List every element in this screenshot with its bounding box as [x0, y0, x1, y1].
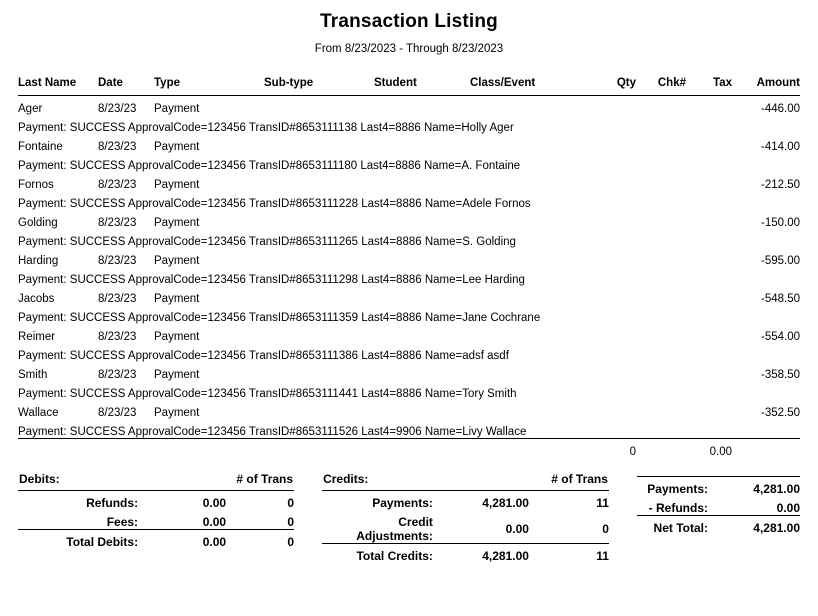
column-header-qty: Qty: [616, 77, 636, 89]
column-header-sub-type: Sub-type: [264, 77, 314, 89]
table-row-detail: [18, 229, 800, 248]
cell-sub-type: [264, 96, 374, 116]
column-header-class-event: Class/Event: [470, 77, 536, 89]
credits-row-adjustments: [322, 510, 609, 544]
debits-row-fees: [18, 510, 294, 530]
debits-summary: [18, 471, 308, 549]
cell-last-name: Wallace: [18, 407, 59, 419]
cell-sub-type: [264, 324, 374, 343]
cell-last-name: Smith: [18, 369, 48, 381]
cell-type: Payment: [154, 369, 200, 381]
credits-amount-payments: 4,281.00: [482, 496, 529, 510]
cell-sub-type: [264, 248, 374, 267]
table-row-detail: [18, 305, 800, 324]
cell-tax: [686, 134, 732, 153]
table-row: [18, 286, 800, 305]
totals-chk: [636, 439, 686, 459]
credits-count-adjustments: 0: [602, 522, 609, 536]
column-header-amount: Amount: [756, 77, 800, 89]
cell-type: Payment: [154, 255, 200, 267]
cell-date: 8/23/23: [98, 179, 137, 191]
net-row-payments: [637, 477, 800, 497]
net-label-payments: Payments:: [647, 482, 708, 496]
table-row-detail: [18, 419, 800, 439]
cell-date: 8/23/23: [98, 103, 137, 115]
cell-student: [374, 362, 470, 381]
cell-student: [374, 96, 470, 116]
cell-class-event: [470, 96, 580, 116]
cell-qty: [580, 400, 636, 419]
cell-tax: [686, 324, 732, 343]
cell-sub-type: [264, 172, 374, 191]
column-header-date: Date: [98, 77, 123, 89]
table-row: [18, 362, 800, 381]
transaction-table-body: [18, 96, 800, 459]
cell-chk: [636, 286, 686, 305]
table-row-detail: [18, 343, 800, 362]
table-row-detail: [18, 153, 800, 172]
credits-label-adjustments: Credit Adjustments:: [356, 515, 433, 543]
cell-amount: -595.00: [760, 255, 800, 267]
cell-tax: [686, 362, 732, 381]
cell-date: 8/23/23: [98, 141, 137, 153]
table-row: [18, 400, 800, 419]
cell-type: Payment: [154, 217, 200, 229]
table-totals-row: [18, 439, 800, 459]
debits-header-spacer: [138, 471, 226, 491]
cell-qty: [580, 96, 636, 116]
cell-tax: [686, 400, 732, 419]
cell-last-name: Fontaine: [18, 141, 63, 153]
cell-tax: [686, 96, 732, 116]
credits-count-header: # of Trans: [529, 471, 609, 491]
report-date-range: From 8/23/2023 - Through 8/23/2023: [314, 43, 504, 55]
net-amount-payments: 4,281.00: [753, 482, 800, 496]
cell-date: 8/23/23: [98, 407, 137, 419]
cell-type: Payment: [154, 103, 200, 115]
cell-sub-type: [264, 286, 374, 305]
table-row: [18, 134, 800, 153]
cell-chk: [636, 400, 686, 419]
table-row-detail: [18, 381, 800, 400]
net-row-refunds: [637, 496, 800, 516]
cell-detail: Payment: SUCCESS ApprovalCode=123456 TransID#8653111265 Last4=8886 Name=S. Golding: [18, 236, 516, 248]
cell-tax: [686, 210, 732, 229]
net-label-refunds: - Refunds:: [648, 501, 708, 515]
cell-tax: [686, 286, 732, 305]
debits-count-total: 0: [226, 530, 294, 550]
table-row: [18, 96, 800, 116]
cell-student: [374, 248, 470, 267]
cell-sub-type: [264, 134, 374, 153]
cell-qty: [580, 362, 636, 381]
totals-spacer: [18, 439, 580, 459]
transaction-table: [18, 77, 800, 458]
column-header-last-name: Last Name: [18, 77, 77, 89]
cell-type: Payment: [154, 293, 200, 305]
cell-class-event: [470, 286, 580, 305]
debits-row-refunds: [18, 491, 294, 511]
cell-amount: -358.50: [760, 369, 800, 381]
cell-detail: Payment: SUCCESS ApprovalCode=123456 TransID#8653111359 Last4=8886 Name=Jane Cochrane: [18, 312, 541, 324]
cell-chk: [636, 362, 686, 381]
cell-chk: [636, 172, 686, 191]
column-header-tax: Tax: [713, 77, 732, 89]
debits-amount-total: 0.00: [138, 530, 226, 550]
debits-count-fees: 0: [287, 515, 295, 529]
credits-header: Credits:: [322, 471, 433, 491]
cell-chk: [636, 248, 686, 267]
cell-detail: Payment: SUCCESS ApprovalCode=123456 TransID#8653111180 Last4=8886 Name=A. Fontaine: [18, 160, 521, 172]
debits-amount-refunds: 0.00: [202, 496, 227, 510]
debits-label-total: Total Debits:: [18, 530, 138, 550]
credits-amount-total: 4,281.00: [433, 544, 529, 564]
cell-date: 8/23/23: [98, 331, 137, 343]
table-row-detail: [18, 267, 800, 286]
transaction-table-header: [18, 77, 800, 96]
totals-tax: 0.00: [686, 439, 732, 459]
credits-header-spacer: [433, 471, 529, 491]
cell-student: [374, 134, 470, 153]
cell-type: Payment: [154, 331, 200, 343]
credits-label-payments: Payments:: [372, 496, 433, 510]
cell-amount: -352.50: [760, 407, 800, 419]
cell-class-event: [470, 248, 580, 267]
table-row: [18, 172, 800, 191]
debits-row-total: [18, 530, 294, 550]
debits-label-fees: Fees:: [106, 515, 139, 529]
credits-summary: [308, 471, 623, 563]
cell-amount: -446.00: [760, 103, 800, 115]
cell-qty: [580, 286, 636, 305]
cell-detail: Payment: SUCCESS ApprovalCode=123456 TransID#8653111386 Last4=8886 Name=adsf asdf: [18, 350, 509, 362]
cell-student: [374, 286, 470, 305]
cell-student: [374, 400, 470, 419]
cell-amount: -414.00: [760, 141, 800, 153]
cell-detail: Payment: SUCCESS ApprovalCode=123456 TransID#8653111526 Last4=9906 Name=Livy Wallace: [18, 426, 527, 438]
cell-class-event: [470, 400, 580, 419]
table-row-detail: [18, 191, 800, 210]
net-label-total: Net Total:: [637, 516, 708, 536]
column-header-chk: Chk#: [657, 77, 686, 89]
cell-chk: [636, 324, 686, 343]
cell-qty: [580, 324, 636, 343]
cell-chk: [636, 134, 686, 153]
credits-label-total: Total Credits:: [322, 544, 433, 564]
cell-last-name: Fornos: [18, 179, 54, 191]
net-amount-total: 4,281.00: [708, 516, 800, 536]
page-title: Transaction Listing: [320, 11, 498, 32]
debits-count-refunds: 0: [287, 496, 295, 510]
cell-class-event: [470, 324, 580, 343]
cell-detail: Payment: SUCCESS ApprovalCode=123456 TransID#8653111228 Last4=8886 Name=Adele Fornos: [18, 198, 531, 210]
cell-qty: [580, 210, 636, 229]
cell-qty: [580, 248, 636, 267]
table-row: [18, 324, 800, 343]
cell-tax: [686, 172, 732, 191]
debits-amount-fees: 0.00: [202, 515, 227, 529]
cell-sub-type: [264, 210, 374, 229]
cell-class-event: [470, 172, 580, 191]
cell-type: Payment: [154, 141, 200, 153]
cell-type: Payment: [154, 407, 200, 419]
cell-last-name: Ager: [18, 103, 43, 115]
cell-last-name: Harding: [18, 255, 59, 267]
cell-date: 8/23/23: [98, 217, 137, 229]
cell-amount: -554.00: [760, 331, 800, 343]
cell-student: [374, 172, 470, 191]
cell-chk: [636, 210, 686, 229]
debits-header: Debits:: [18, 471, 138, 491]
cell-qty: [580, 134, 636, 153]
credits-count-total: 11: [529, 544, 609, 564]
net-amount-refunds: 0.00: [776, 501, 800, 515]
totals-qty: 0: [580, 439, 636, 459]
cell-last-name: Reimer: [18, 331, 56, 343]
cell-student: [374, 210, 470, 229]
credits-row-total: [322, 544, 609, 564]
cell-amount: -548.50: [760, 293, 800, 305]
cell-sub-type: [264, 400, 374, 419]
column-header-type: Type: [154, 77, 180, 89]
cell-detail: Payment: SUCCESS ApprovalCode=123456 TransID#8653111441 Last4=8886 Name=Tory Smith: [18, 388, 517, 400]
cell-detail: Payment: SUCCESS ApprovalCode=123456 TransID#8653111138 Last4=8886 Name=Holly Ager: [18, 122, 514, 134]
cell-class-event: [470, 134, 580, 153]
cell-type: Payment: [154, 179, 200, 191]
cell-date: 8/23/23: [98, 255, 137, 267]
cell-detail: Payment: SUCCESS ApprovalCode=123456 TransID#8653111298 Last4=8886 Name=Lee Harding: [18, 274, 525, 286]
table-row: [18, 210, 800, 229]
cell-last-name: Jacobs: [18, 293, 55, 305]
debits-count-header: # of Trans: [226, 471, 294, 491]
cell-amount: -150.00: [760, 217, 800, 229]
credits-amount-adjustments: 0.00: [505, 522, 529, 536]
summary-section: [18, 471, 800, 563]
table-row-detail: [18, 115, 800, 134]
net-row-total: [637, 516, 800, 536]
debits-label-refunds: Refunds:: [86, 496, 139, 510]
column-header-student: Student: [374, 77, 417, 89]
cell-date: 8/23/23: [98, 369, 137, 381]
cell-last-name: Golding: [18, 217, 58, 229]
credits-row-payments: [322, 491, 609, 511]
cell-chk: [636, 96, 686, 116]
credits-count-payments: 11: [596, 496, 609, 510]
cell-amount: -212.50: [760, 179, 800, 191]
cell-tax: [686, 248, 732, 267]
cell-date: 8/23/23: [98, 293, 137, 305]
table-row: [18, 248, 800, 267]
cell-sub-type: [264, 362, 374, 381]
net-summary: [623, 471, 800, 535]
report-page: [0, 11, 818, 616]
cell-qty: [580, 172, 636, 191]
cell-class-event: [470, 362, 580, 381]
totals-amount: [732, 439, 800, 459]
cell-student: [374, 324, 470, 343]
cell-class-event: [470, 210, 580, 229]
